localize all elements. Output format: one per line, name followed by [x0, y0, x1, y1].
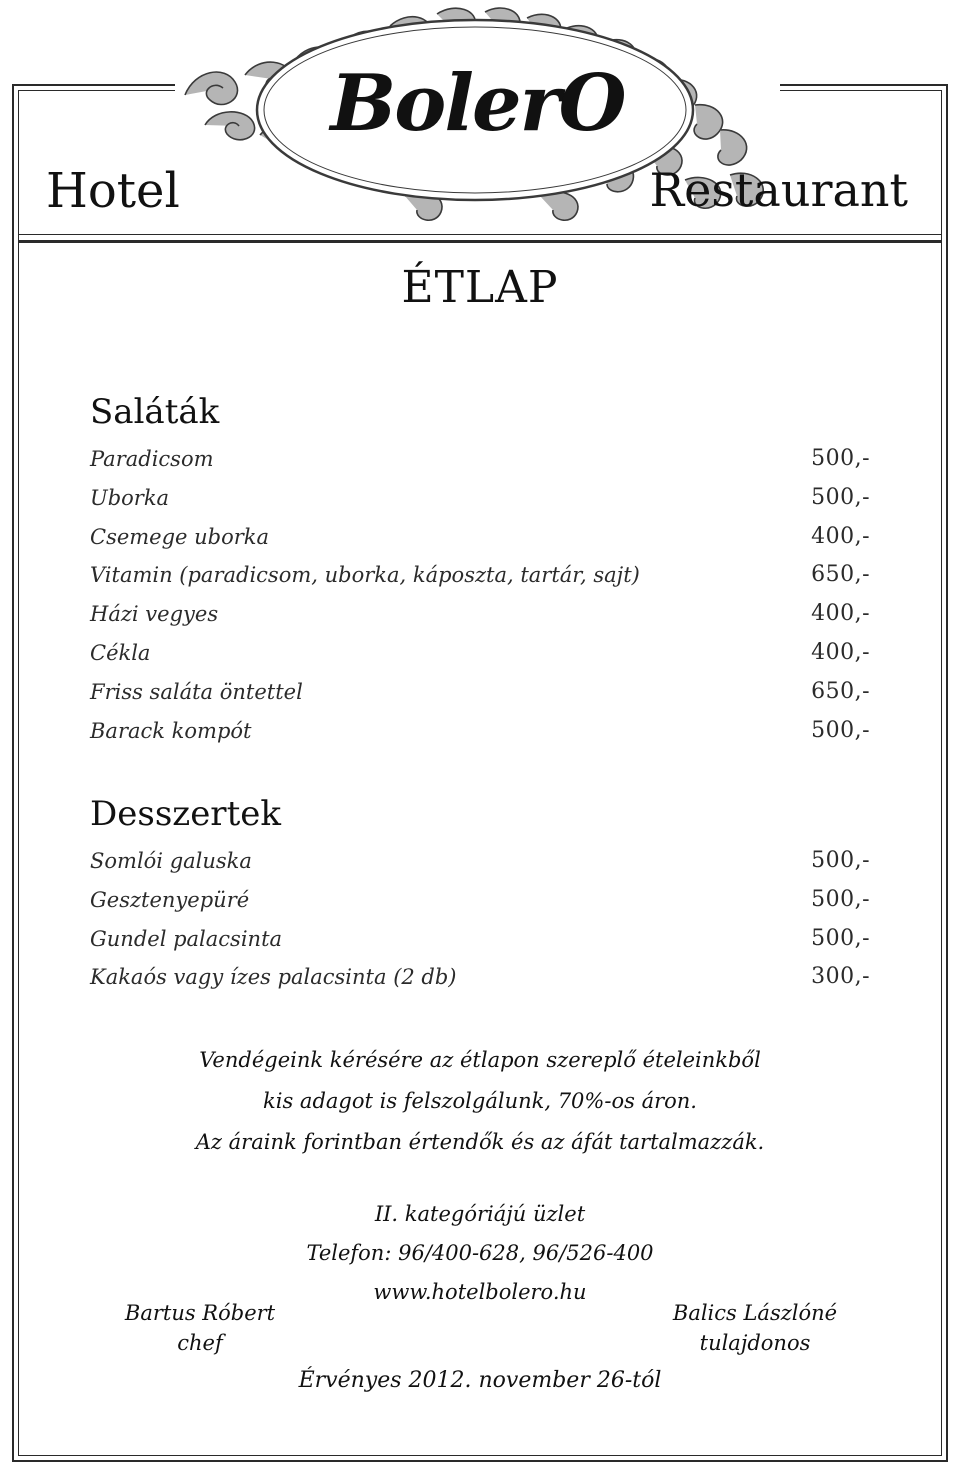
menu-item	[90, 518, 870, 557]
item-name: Cékla	[90, 640, 151, 665]
section-title: Desszertek	[90, 794, 281, 834]
menu-item	[90, 673, 870, 712]
item-name: Uborka	[90, 485, 170, 510]
note-line: Az áraink forintban értendők és az áfát tartalmazzák.	[195, 1130, 765, 1154]
header-rule-thick	[18, 240, 942, 243]
menu-item	[90, 842, 870, 881]
item-name: Somlói galuska	[90, 849, 252, 873]
validity-date: Érvényes 2012. november 26-tól	[298, 1368, 662, 1393]
portion-note	[0, 1040, 960, 1163]
chef-name: Bartus Róbert	[124, 1301, 276, 1325]
chef-role: chef	[177, 1331, 223, 1355]
menu-item	[90, 634, 870, 673]
item-price: 500,-	[811, 848, 870, 873]
header-restaurant: Restaurant	[649, 163, 908, 217]
menu-item	[90, 440, 870, 479]
item-name: Kakaós vagy ízes palacsinta (2 db)	[90, 965, 457, 990]
item-name: Vitamin (paradicsom, uborka, káposzta, tartár, sajt)	[90, 563, 640, 588]
item-name: Csemege uborka	[90, 524, 270, 549]
item-name: Barack kompót	[90, 718, 252, 743]
menu-item	[90, 712, 870, 751]
phone-text: Telefon: 96/400-628, 96/526-400	[306, 1241, 654, 1265]
page-title: ÉTLAP	[401, 262, 559, 313]
item-name: Paradicsom	[90, 447, 214, 471]
item-name: Gesztenyepüré	[90, 887, 250, 912]
menu-item	[90, 958, 870, 997]
item-price: 400,-	[811, 639, 870, 665]
owner-signature	[660, 1298, 850, 1358]
category-text: II. kategóriájú üzlet	[374, 1202, 586, 1226]
item-price: 500,-	[811, 446, 870, 471]
note-line: kis adagot is felszolgálunk, 70%-os áron.	[263, 1089, 697, 1113]
item-price: 500,-	[811, 717, 870, 743]
item-price: 500,-	[811, 925, 870, 951]
note-line: Vendégeink kérésére az étlapon szereplő ételeinkből	[199, 1048, 761, 1072]
header-hotel: Hotel	[46, 163, 180, 219]
menu-item	[90, 595, 870, 634]
item-price: 650,-	[811, 678, 870, 704]
chef-signature	[110, 1298, 290, 1358]
header-rule	[18, 234, 942, 235]
owner-role: tulajdonos	[699, 1331, 811, 1355]
item-price: 500,-	[811, 886, 870, 912]
section-title: Saláták	[90, 392, 220, 432]
section-salads	[90, 384, 870, 750]
footer-info	[0, 1195, 960, 1312]
item-name: Gundel palacsinta	[90, 926, 283, 951]
brand-logo-text: BolerO	[330, 58, 625, 149]
item-price: 500,-	[811, 484, 870, 510]
menu-item	[90, 881, 870, 920]
owner-name: Balics Lászlóné	[672, 1301, 838, 1325]
item-price: 400,-	[811, 523, 870, 549]
item-price: 650,-	[811, 562, 870, 588]
item-price: 300,-	[811, 964, 870, 990]
menu-item	[90, 920, 870, 959]
menu-item	[90, 479, 870, 518]
item-name: Friss saláta öntettel	[90, 679, 303, 704]
website-link: www.hotelbolero.hu	[373, 1280, 587, 1304]
menu-item	[90, 556, 870, 595]
section-desserts	[90, 786, 870, 997]
item-name: Házi vegyes	[90, 602, 219, 627]
item-price: 400,-	[811, 601, 870, 627]
